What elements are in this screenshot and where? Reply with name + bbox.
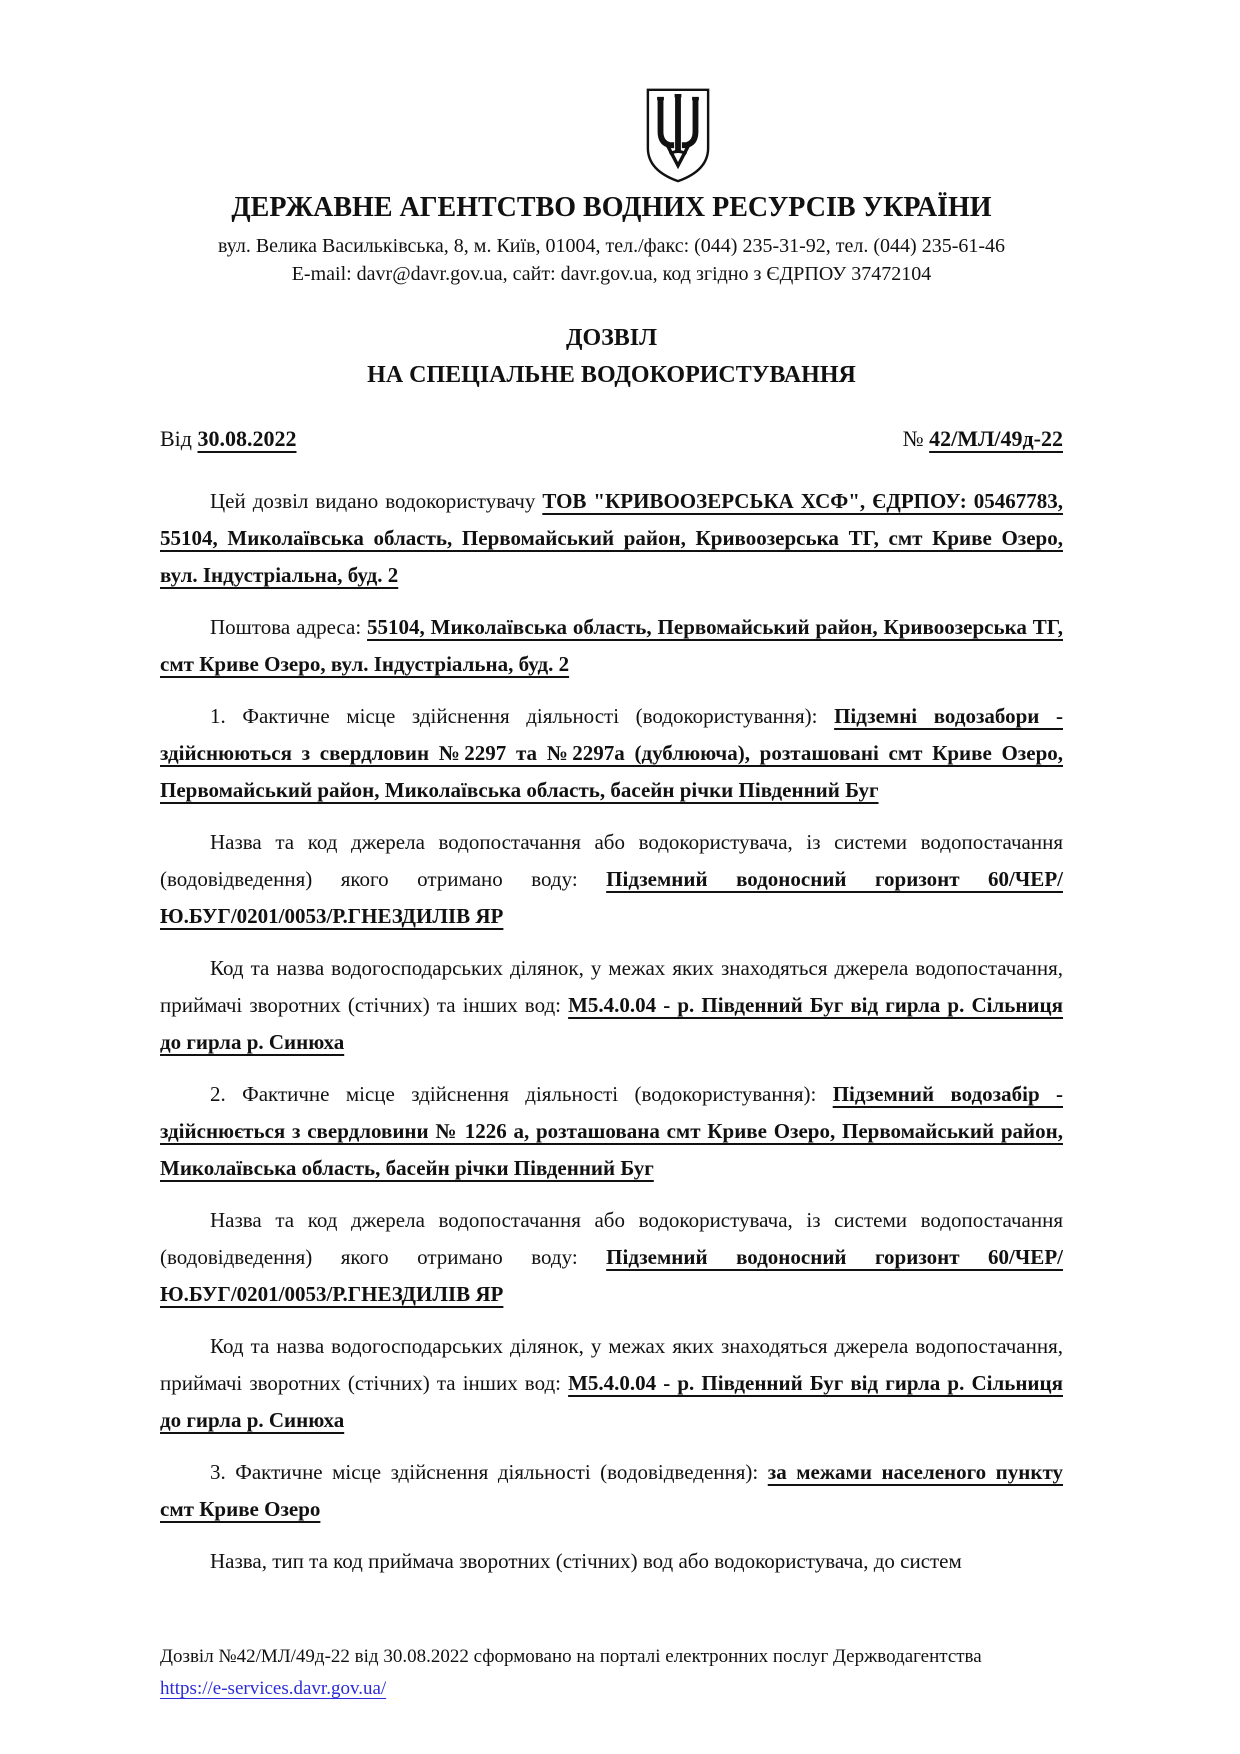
paragraph-text: Цей дозвіл видано водокористувачу: [210, 489, 543, 513]
org-name: ДЕРЖАВНЕ АГЕНТСТВО ВОДНИХ РЕСУРСІВ УКРАЇНИ: [231, 192, 992, 223]
issue-date-value: 30.08.2022: [197, 426, 297, 451]
paragraph-text: Назва та код джерела водопостачання або водокористувача, із системи водопостачання (водовідведення) якого отримано воду:: [160, 830, 1063, 891]
paragraph-value: Підземний водоносний горизонт 60/ЧЕР/Ю.БУГ/0201/0053/Р.ГНЕЗДИЛІВ ЯР: [160, 867, 1063, 928]
org-email-line: E-mail: davr@davr.gov.ua, сайт: davr.gov.ua, код згідно з ЄДРПОУ 37472104: [291, 263, 932, 285]
paragraph-water-area-code-2: [160, 1328, 1063, 1439]
paragraph-value: 55104, Миколаївська область, Первомайський район, Кривоозерська ТГ, смт Криве Озеро, вул. Індустріальна, буд. 2: [160, 615, 1064, 676]
paragraph-text: Код та назва водогосподарських ділянок, у межах яких знаходяться джерела водопостачання, приймачі зворотних (стічних) та інших вод:: [160, 956, 1063, 1017]
paragraph-text: Назва, тип та код приймача зворотних (стічних) вод або водокористувача, до систем: [210, 1549, 962, 1573]
document-body: [160, 483, 1063, 1595]
paragraph-value: Підземні водозабори - здійснюються з свердловин №2297 та №2297а (дублююча), розташовані смт Криве Озеро, Первомайський район, Миколаївська область, басейн річки Південний Буг: [160, 704, 1063, 802]
issue-date-label: Від: [160, 426, 198, 451]
e-services-link[interactable]: https://e-services.davr.gov.ua/: [160, 1678, 387, 1699]
document-title-line1: ДОЗВІЛ: [565, 325, 658, 351]
paragraph-text: Поштова адреса:: [210, 615, 368, 639]
org-address: вул. Велика Васильківська, 8, м. Київ, 01004, тел./факс: (044) 235-31-92, тел. (044) 235-61-46: [217, 235, 1006, 257]
permit-number-value: 42/МЛ/49д-22: [929, 426, 1063, 451]
issue-date: [160, 424, 296, 454]
permit-number: [903, 424, 1063, 454]
permit-number-label: №: [902, 426, 930, 451]
document-title-line2: НА СПЕЦІАЛЬНЕ ВОДОКОРИСТУВАННЯ: [367, 362, 856, 388]
paragraph-text: Назва та код джерела водопостачання або водокористувача, із системи водопостачання (водовідведення) якого отримано воду:: [160, 1208, 1063, 1269]
document-footer: [160, 1641, 1063, 1705]
paragraph-activity-place-3: [160, 1454, 1063, 1528]
paragraph-value: М5.4.0.04 - р. Південний Буг від гирла р. Сільниця до гирла р. Синюха: [160, 1371, 1063, 1432]
document-title: [160, 320, 1063, 394]
paragraph-text: 2. Фактичне місце здійснення діяльності (водокористування):: [210, 1082, 833, 1106]
date-number-row: [160, 424, 1063, 454]
paragraph-activity-place-1: [160, 698, 1063, 809]
paragraph-text: 1. Фактичне місце здійснення діяльності (водокористування):: [210, 704, 835, 728]
paragraph-water-source-2: [160, 1202, 1063, 1313]
footer-generated-note: Дозвіл №42/МЛ/49д-22 від 30.08.2022 сформовано на порталі електронних послуг Держводагентства: [160, 1646, 982, 1667]
paragraph-text: Код та назва водогосподарських ділянок, у межах яких знаходяться джерела водопостачання, приймачі зворотних (стічних) та інших вод:: [160, 1334, 1063, 1395]
paragraph-postal-address: [160, 609, 1063, 683]
paragraph-water-area-code-1: [160, 950, 1063, 1061]
ukraine-trident-emblem-icon: [644, 86, 712, 185]
paragraph-activity-place-2: [160, 1076, 1063, 1187]
paragraph-value: Підземний водоносний горизонт 60/ЧЕР/Ю.БУГ/0201/0053/Р.ГНЕЗДИЛІВ ЯР: [160, 1245, 1063, 1306]
paragraph-value: ТОВ "КРИВООЗЕРСЬКА ХСФ", ЄДРПОУ: 05467783, 55104, Миколаївська область, Первомайський район, Кривоозерська ТГ, смт Криве Озеро, вул. Індустріальна, буд. 2: [160, 489, 1063, 587]
paragraph-receiver-intro: [160, 1543, 1063, 1580]
paragraph-value: Підземний водозабір - здійснюється з свердловини № 1226 а, розташована смт Криве Озеро, Первомайський район, Миколаївська область, басейн річки Південний Буг: [160, 1082, 1063, 1180]
paragraph-text: 3. Фактичне місце здійснення діяльності (водовідведення):: [210, 1460, 768, 1484]
paragraph-water-source-1: [160, 824, 1063, 935]
letterhead: [160, 192, 1063, 288]
paragraph-permit-holder: [160, 483, 1063, 594]
paragraph-value: М5.4.0.04 - р. Південний Буг від гирла р. Сільниця до гирла р. Синюха: [160, 993, 1063, 1054]
paragraph-value: за межами населеного пункту смт Криве Озеро: [160, 1460, 1064, 1521]
